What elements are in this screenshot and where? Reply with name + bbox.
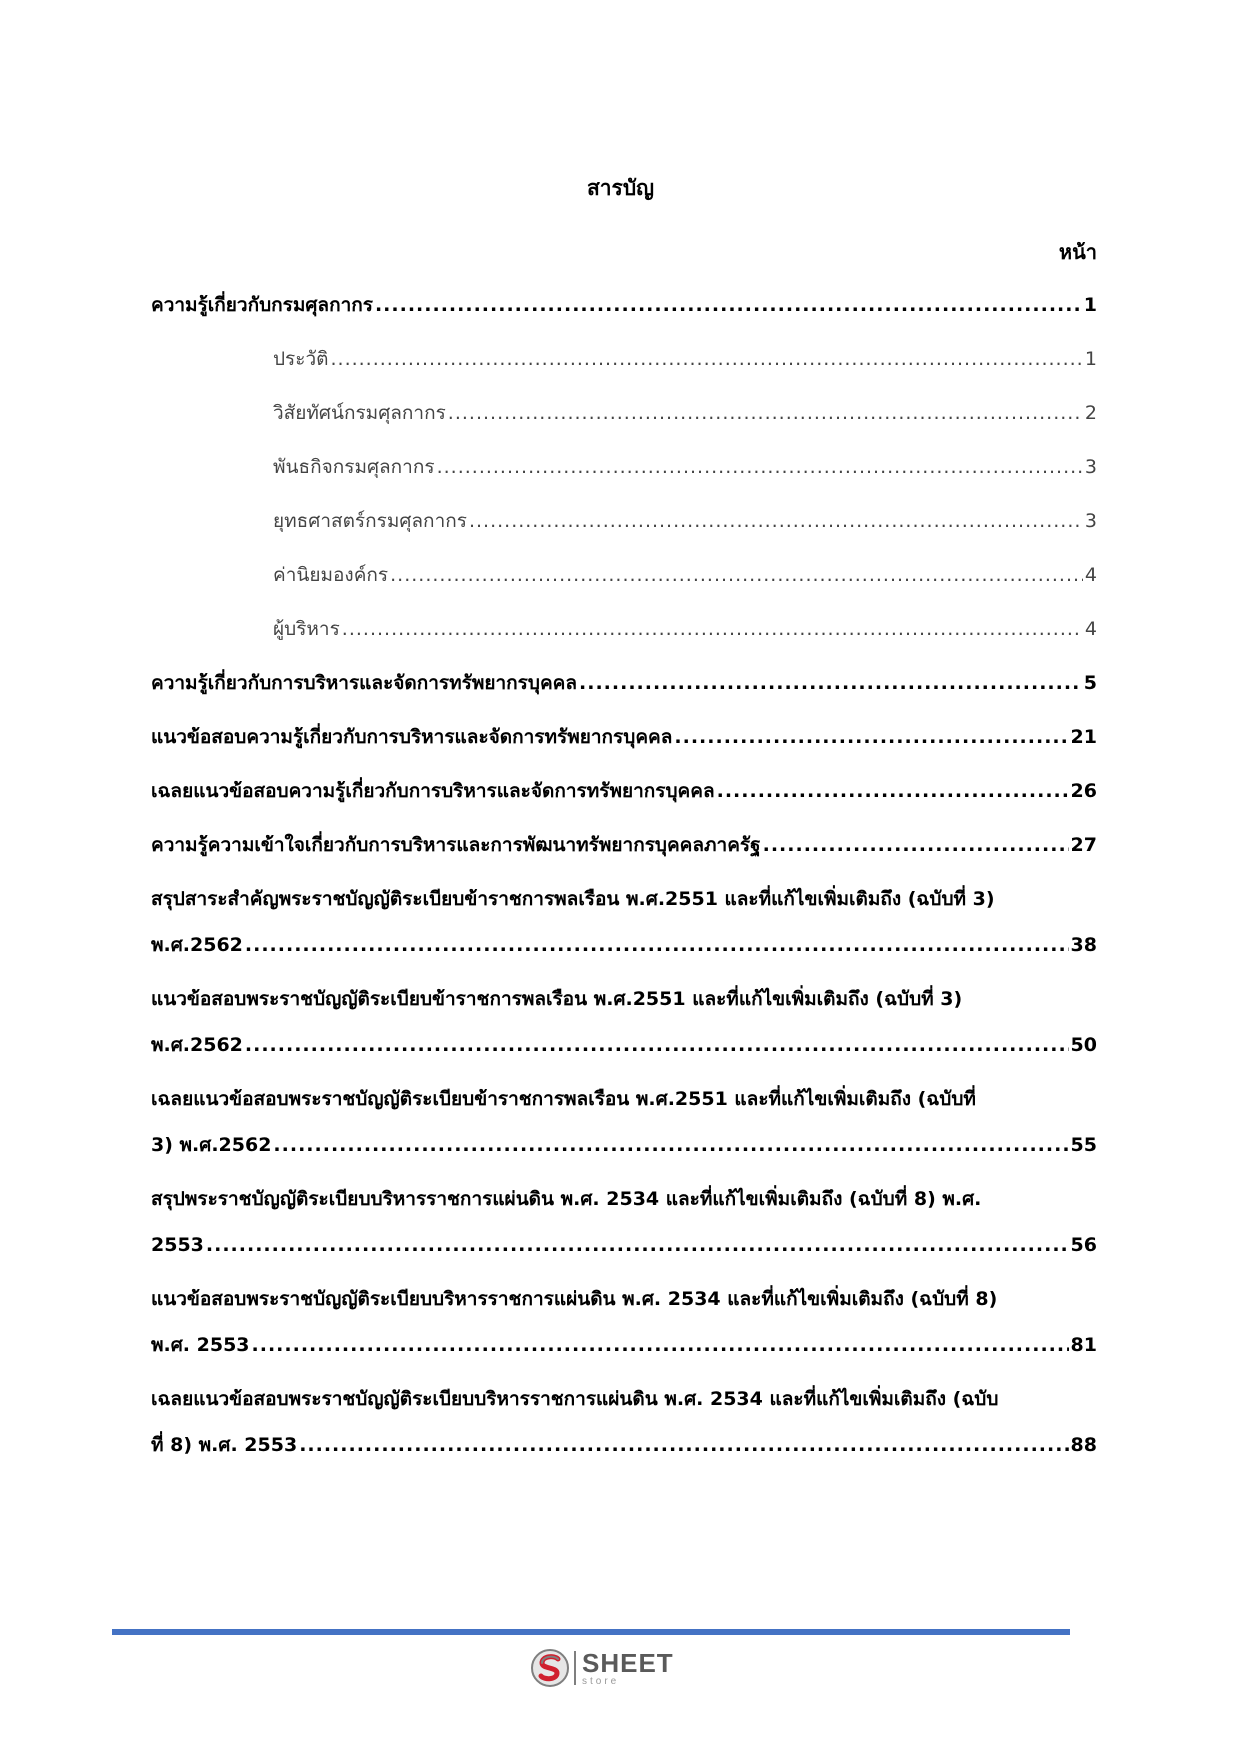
toc-entry-line xyxy=(151,830,1097,860)
toc-entry-title: ผู้บริหาร xyxy=(273,618,340,640)
toc-entry-page-number: 4 xyxy=(1084,618,1097,640)
toc-entry-line xyxy=(151,290,1097,320)
dot-leader xyxy=(245,1030,1069,1060)
dot-leader xyxy=(469,506,1083,536)
toc-entry-title: ประวัติ xyxy=(273,348,329,370)
toc-entry-page-number: 38 xyxy=(1070,934,1097,956)
dot-leader xyxy=(579,668,1082,698)
toc-entry xyxy=(151,1084,1097,1160)
toc-entry-line xyxy=(151,1230,1097,1260)
toc-entry-title: พ.ศ.2562 xyxy=(151,934,243,956)
toc-entry-page-number: 1 xyxy=(1083,294,1097,316)
toc-entry-page-number: 81 xyxy=(1070,1334,1097,1356)
toc-entry-page-number: 3 xyxy=(1084,456,1097,478)
dot-leader xyxy=(674,722,1068,752)
dot-leader xyxy=(437,452,1083,482)
toc-entry xyxy=(151,984,1097,1060)
toc-entry-title: 2553 xyxy=(151,1234,204,1256)
logo-word: SHEET xyxy=(582,1647,674,1678)
dot-leader xyxy=(206,1230,1069,1260)
toc-entry-title: ยุทธศาสตร์กรมศุลกากร xyxy=(273,510,467,532)
toc-entry xyxy=(151,452,1097,482)
toc-entry-page-number: 1 xyxy=(1084,348,1097,370)
toc-entry xyxy=(151,1184,1097,1260)
toc-entry-title: วิสัยทัศน์กรมศุลกากร xyxy=(273,402,446,424)
toc-entry-line xyxy=(273,452,1097,482)
toc-entry-page-number: 2 xyxy=(1084,402,1097,424)
toc-entry-title-line: สรุปพระราชบัญญัติระเบียบบริหารราชการแผ่นดิน พ.ศ. 2534 และที่แก้ไขเพิ่มเติมถึง (ฉบับที่ 8) พ.ศ. xyxy=(151,1188,982,1210)
toc-entry xyxy=(151,398,1097,428)
toc-entry-title: ค่านิยมองค์กร xyxy=(273,564,389,586)
toc-entry-title: แนวข้อสอบความรู้เกี่ยวกับการบริหารและจัดการทรัพยากรบุคคล xyxy=(151,726,673,748)
logo-subword: store xyxy=(582,1675,620,1687)
dot-leader xyxy=(342,614,1083,644)
dot-leader xyxy=(330,344,1082,374)
dot-leader xyxy=(299,1430,1068,1460)
toc-entry xyxy=(151,344,1097,374)
toc-entry-title: ที่ 8) พ.ศ. 2553 xyxy=(151,1434,298,1456)
toc-entry xyxy=(151,560,1097,590)
toc-entry-title: พันธกิจกรมศุลกากร xyxy=(273,456,435,478)
toc-entry xyxy=(151,290,1097,320)
toc-entry-line xyxy=(273,614,1097,644)
toc-entry-title: พ.ศ. 2553 xyxy=(151,1334,250,1356)
page-title: สารบัญ xyxy=(586,176,655,200)
toc-entry-line xyxy=(151,1330,1097,1360)
toc-entry-title: ความรู้ความเข้าใจเกี่ยวกับการบริหารและการพัฒนาทรัพยากรบุคคลภาครัฐ xyxy=(151,834,761,856)
dot-leader xyxy=(252,1330,1069,1360)
toc-entry-page-number: 27 xyxy=(1070,834,1097,856)
toc-entry-title-line: เฉลยแนวข้อสอบพระราชบัญญัติระเบียบข้าราชการพลเรือน พ.ศ.2551 และที่แก้ไขเพิ่มเติมถึง (ฉบับที่ xyxy=(151,1088,976,1110)
toc-entry xyxy=(151,884,1097,960)
toc-entry-title: เฉลยแนวข้อสอบความรู้เกี่ยวกับการบริหารและจัดการทรัพยากรบุคคล xyxy=(151,780,715,802)
toc-entry-line xyxy=(151,722,1097,752)
toc-entry-page-number: 56 xyxy=(1070,1234,1097,1256)
toc-entry-line xyxy=(273,506,1097,536)
toc-entry xyxy=(151,614,1097,644)
table-of-contents xyxy=(151,290,1097,1460)
toc-entry-title: ความรู้เกี่ยวกับการบริหารและจัดการทรัพยากรบุคคล xyxy=(151,672,578,694)
toc-entry-page-number: 88 xyxy=(1070,1434,1097,1456)
toc-entry-title: ความรู้เกี่ยวกับกรมศุลกากร xyxy=(151,294,373,316)
toc-entry-title-line: เฉลยแนวข้อสอบพระราชบัญญัติระเบียบบริหารราชการแผ่นดิน พ.ศ. 2534 และที่แก้ไขเพิ่มเติมถึง (ฉบับ xyxy=(151,1388,999,1410)
toc-entry-line xyxy=(151,1430,1097,1460)
dot-leader xyxy=(273,1130,1068,1160)
toc-entry xyxy=(151,1284,1097,1360)
toc-entry-line xyxy=(273,398,1097,428)
toc-entry xyxy=(151,722,1097,752)
toc-entry-page-number: 5 xyxy=(1083,672,1097,694)
toc-entry-title-line: สรุปสาระสำคัญพระราชบัญญัติระเบียบข้าราชการพลเรือน พ.ศ.2551 และที่แก้ไขเพิ่มเติมถึง (ฉบับที่ 3) xyxy=(151,888,995,910)
toc-entry-title-line: แนวข้อสอบพระราชบัญญัติระเบียบข้าราชการพลเรือน พ.ศ.2551 และที่แก้ไขเพิ่มเติมถึง (ฉบับที่ 3) xyxy=(151,988,963,1010)
toc-entry-page-number: 3 xyxy=(1084,510,1097,532)
logo-text xyxy=(582,1647,674,1687)
toc-entry-line xyxy=(151,776,1097,806)
toc-entry-line xyxy=(273,344,1097,374)
dot-leader xyxy=(763,830,1069,860)
toc-entry-line xyxy=(151,668,1097,698)
dot-leader xyxy=(717,776,1069,806)
toc-entry-line xyxy=(151,1130,1097,1160)
toc-entry-title: 3) พ.ศ.2562 xyxy=(151,1134,272,1156)
page-number-column-header: หน้า xyxy=(1058,240,1097,264)
toc-entry-line xyxy=(273,560,1097,590)
toc-entry-line xyxy=(151,1030,1097,1060)
toc-entry xyxy=(151,776,1097,806)
toc-entry-page-number: 26 xyxy=(1070,780,1097,802)
toc-entry xyxy=(151,1384,1097,1460)
sheet-store-logo xyxy=(530,1648,674,1688)
logo-divider xyxy=(574,1651,576,1685)
toc-entry-page-number: 50 xyxy=(1070,1034,1097,1056)
toc-entry-page-number: 4 xyxy=(1084,564,1097,586)
toc-entry xyxy=(151,830,1097,860)
dot-leader xyxy=(245,930,1069,960)
dot-leader xyxy=(375,290,1082,320)
toc-entry-page-number: 55 xyxy=(1070,1134,1097,1156)
dot-leader xyxy=(390,560,1083,590)
toc-entry xyxy=(151,506,1097,536)
dot-leader xyxy=(448,398,1083,428)
toc-entry-page-number: 21 xyxy=(1070,726,1097,748)
toc-entry xyxy=(151,668,1097,698)
toc-entry-line xyxy=(151,930,1097,960)
toc-entry-title: พ.ศ.2562 xyxy=(151,1034,243,1056)
toc-entry-title-line: แนวข้อสอบพระราชบัญญัติระเบียบบริหารราชการแผ่นดิน พ.ศ. 2534 และที่แก้ไขเพิ่มเติมถึง (ฉบับที่ 8) xyxy=(151,1288,998,1310)
footer-divider xyxy=(112,1629,1070,1635)
sheet-store-s-icon xyxy=(530,1648,570,1688)
